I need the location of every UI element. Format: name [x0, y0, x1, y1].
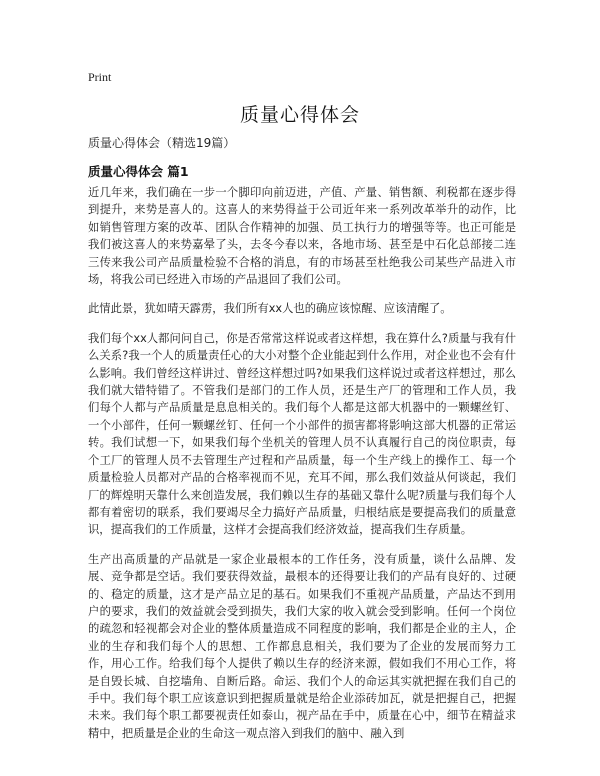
paragraph: 生产出高质量的产品就是一家企业最根本的工作任务，没有质量，谈什么品牌、发展、竞争都是空话。我们要获得效益，最根本的还得要让我们的产品有良好的、过硬的、稳定的质量，这才是产品立足的基石。如果我们不重视产品质量，产品达不到用户的要求，我们的效益就会受到损失，我们大家的收入就会受到影响。任何一个岗位的疏忽和轻视都会对企业的整体质量造成不同程度的影响，我们都是企业的主人，企业的生存和我们每个人的思想、工作都息息相关，我们要为了企业的发展而努力工作，用心工作。给我们每个人提供了赖以生存的经济来源，假如我们不用心工作，将是自毁长城、自挖墙角、自断后路。命运、我们个人的命运其实就把握在我们自己的手中。我们每个职工应该意识到把握质量就是给企业添砖加瓦，就是把握自己，把握未来。我们每个职工都要视责任如泰山，视产品在手中，质量在心中，细节在精益求精中，把质量是企业的生命这一观点溶入到我们的脑中、融入到	[88, 552, 516, 740]
section-heading: 质量心得体会 篇1	[88, 164, 189, 179]
article-body	[88, 184, 516, 754]
paragraph: 此情此景，犹如晴天霹雳，我们所有xx人也的确应该惊醒、应该清醒了。	[88, 302, 452, 316]
document-subtitle: 质量心得体会（精选19篇）	[88, 136, 236, 150]
paragraph: 我们每个xx人都问问自己，你是否常常这样说或者这样想，我在算什么?质量与我有什么关系?我一个人的质量责任心的大小对整个企业能起到什么作用，对企业也不会有什么影响。我们曾经这样讲过、曾经这样想过吗?如果我们这样说过或者这样想过，那么我们就大错特错了。不管我们是部门的工作人员，还是生产厂的管理和工作人员，我们每个人都与产品质量是息息相关的。我们每个人都是这部大机器中的一颗螺丝钉、一个小部件，任何一颗螺丝钉、任何一个小部件的损害都将影响这部大机器的正常运转。我们试想一下，如果我们每个坐机关的管理人员不认真履行自己的岗位职责，每个工厂的管理人员不去管理生产过程和产品质量，每一个生产线上的操作工、每一个质量检验人员都对产品的合格率视而不见，充耳不闻，那么我们效益从何谈起，我们厂的辉煌明天靠什么来创造发展，我们赖以生存的基础又靠什么呢?质量与我们每个人都有着密切的联系，我们要竭尽全力搞好产品质量，归根结底是要提高我们的质量意识，提高我们的工作质量，这样才会提高我们经济效益，提高我们生存质量。	[88, 331, 516, 537]
print-label: Print	[88, 70, 112, 84]
paragraph: 近几年来，我们确在一步一个脚印向前迈进，产值、产量、销售额、利税都在逐步得到提升，来势是喜人的。这喜人的来势得益于公司近年来一系列改革举升的动作，比如销售管理方案的改革、团队合作精神的加强、员工执行力的增强等等。也正可能是我们被这喜人的来势嘉晕了头，去冬今春以来，各地市场、甚至是中石化总部接二连三传来我公司产品质量检验不合格的消息，有的市场甚至杜绝我公司某些产品进入市场，将我公司已经进入市场的产品退回了我们公司。	[88, 186, 516, 287]
document-title: 质量心得体会	[239, 104, 360, 126]
